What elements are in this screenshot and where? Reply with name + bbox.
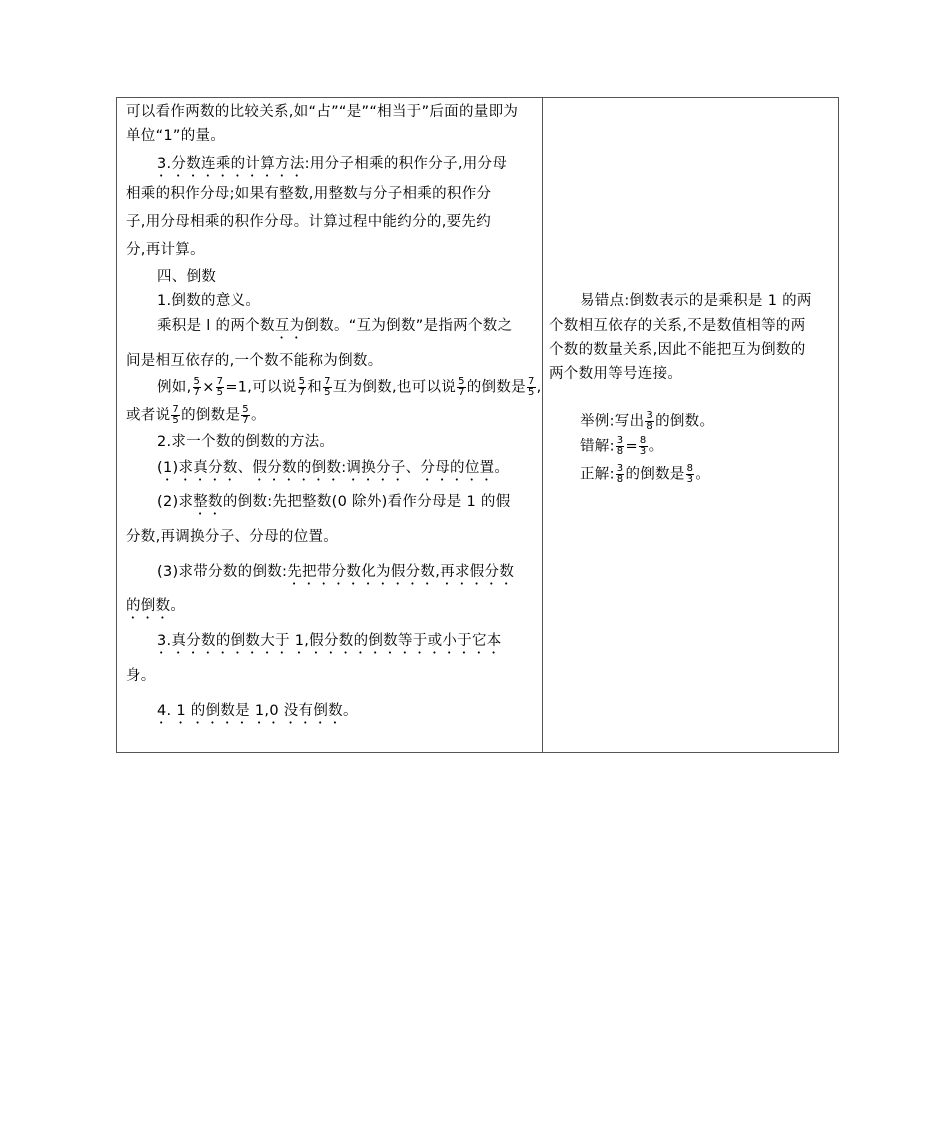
fraction: $\frac{7}{5}$ [216, 376, 224, 398]
text-line: 的倒数。 [126, 598, 186, 614]
point-3: 3.真分数的倒数大于 1,假分数的倒数等于或小于它本 [157, 633, 502, 649]
fraction: $\frac{5}{7}$ [458, 376, 465, 398]
fraction: $\frac{3}{8}$ [616, 435, 624, 457]
method-3: (3)求带分数的倒数:先把带分数化为假分数,再求假分数 [157, 564, 515, 580]
tip-line: 易错点:倒数表示的是乘积是 1 的两 [580, 293, 812, 309]
example-line: 例如, $\frac{5}{7}$ × $\frac{7}{5}$ =1,可以说 $\frac{5}{7}$ 和 $\frac{7}{5}$ 互为倒数,也可以说 $\frac{5}{7}$ 的倒数是 $\frac{7}{5}$ , [157, 376, 542, 398]
fraction: $\frac{5}{7}$ [242, 404, 249, 426]
left-column [117, 98, 543, 752]
wrong-solution: 错解: $\frac{3}{8}$ = $\frac{8}{3}$ 。 [580, 435, 664, 457]
text-line: 身。 [126, 668, 156, 684]
method-1: (1)求真分数、假分数的倒数:调换分子、分母的位置。 [157, 460, 510, 476]
tip-line: 两个数用等号连接。 [549, 366, 683, 382]
tip-line: 个数的数量关系,因此不能把互为倒数的 [549, 342, 806, 358]
point-4: 4. 1 的倒数是 1,0 没有倒数。 [157, 703, 358, 719]
text-line: 间是相互依存的,一个数不能称为倒数。 [126, 353, 383, 369]
text-line: 分,再计算。 [126, 242, 205, 258]
fraction: $\frac{7}{5}$ [527, 376, 535, 398]
example-line: 举例:写出 $\frac{3}{8}$ 的倒数。 [580, 410, 715, 432]
text-line: 相乘的积作分母;如果有整数,用整数与分子相乘的积作分 [126, 186, 492, 202]
correct-solution: 正解: $\frac{3}{8}$ 的倒数是 $\frac{8}{3}$ 。 [580, 463, 711, 485]
text-line: 可以看作两数的比较关系,如“占”“是”“相当于”后面的量即为 [126, 104, 519, 120]
text-line: 单位“1”的量。 [126, 128, 226, 144]
fraction: $\frac{5}{7}$ [298, 376, 306, 398]
subsection-title: 2.求一个数的倒数的方法。 [157, 434, 335, 450]
fraction: $\frac{7}{5}$ [324, 376, 331, 398]
content-table [116, 97, 839, 753]
text-line: 分数,再调换分子、分母的位置。 [126, 529, 339, 545]
fraction: $\frac{5}{7}$ [193, 376, 201, 398]
text-line: 乘积是 l 的两个数互为倒数。“互为倒数”是指两个数之 [157, 318, 513, 334]
calc-method-heading: 3.分数连乘的计算方法:用分子相乘的积作分子,用分母 [157, 156, 508, 172]
tip-line: 个数相互依存的关系,不是数值相等的两 [549, 318, 806, 334]
section-title: 四、倒数 [157, 269, 217, 285]
fraction: $\frac{7}{5}$ [172, 404, 180, 426]
fraction: $\frac{3}{8}$ [616, 463, 624, 485]
fraction: $\frac{8}{3}$ [639, 435, 647, 457]
right-column [543, 98, 838, 752]
text-line: 子,用分母相乘的积作分母。计算过程中能约分的,要先约 [126, 214, 492, 230]
example-line: 或者说 $\frac{7}{5}$ 的倒数是 $\frac{5}{7}$ 。 [126, 404, 266, 426]
fraction: $\frac{3}{8}$ [646, 410, 654, 432]
subsection-title: 1.倒数的意义。 [157, 293, 261, 309]
method-2: (2)求整数的倒数:先把整数(0 除外)看作分母是 1 的假 [157, 494, 511, 510]
fraction: $\frac{8}{3}$ [686, 463, 694, 485]
